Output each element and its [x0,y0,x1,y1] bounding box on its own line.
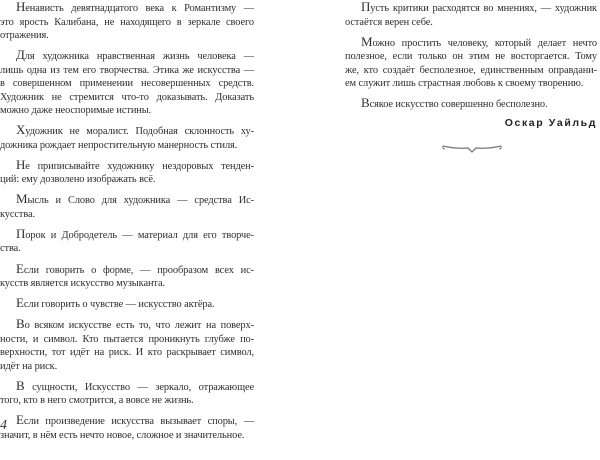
text-line: идёт на риск. [0,360,58,372]
text-line: полезное, если только он этим не восторгается. Тому [345,51,597,63]
text-line: ности, и символ. Кто пытается проникнуть глубже по- [0,333,254,345]
text-line: остаётся верен себе. [345,16,433,28]
initial-letter: Е [16,260,24,276]
left-column [0,0,254,448]
text-line: лишь одна из тем его творчества. Этика же искусства — [0,64,254,76]
text-line: ства. [0,243,21,255]
text-line: В сущности, Искусство — зеркало, отражающее [16,377,254,393]
paragraph [0,227,254,256]
paragraph [0,0,254,43]
text-line: верхности, тот идёт на риск. И кто раскрывает символ, [0,347,254,359]
initial-letter: В [16,377,25,393]
page-number: 4 [0,418,7,433]
text-line: Ненависть девятнадцатого века к Романтизму — [16,0,254,14]
initial-letter: Х [16,122,26,138]
text-line: Если говорить о форме, — прообразом всех ис- [16,260,254,276]
paragraph [0,123,254,152]
initial-letter: Н [16,0,26,14]
paragraph [0,192,254,221]
text-line: Если говорить о чувстве — искусство актёра. [16,295,215,311]
text-line: можно даже неоспоримые истины. [0,105,152,117]
flourish-divider-icon [441,143,503,155]
initial-letter: П [16,225,26,241]
text-line: Художник не моралист. Подобная склонность ху- [16,122,254,138]
text-line: Не приписывайте художнику нездоровых тенден- [16,156,254,172]
initial-letter: Н [16,156,26,172]
initial-letter: Д [16,47,25,63]
text-line: Если произведение искусства вызывает споры, — [16,412,254,428]
paragraph [0,262,254,291]
text-line: Для художника нравственная жизнь человека — [16,47,254,63]
text-line: того, кто в него смотрится, а вовсе не жизнь. [0,395,194,407]
initial-letter: П [361,0,371,14]
paragraph [345,96,597,112]
text-line: Во всяком искусстве есть то, что лежит на поверх- [16,316,254,332]
paragraph [345,0,597,29]
initial-letter: Е [16,412,24,428]
text-line: в совершенном применении несовершенных средств. [0,78,254,90]
initial-letter: М [16,191,28,207]
paragraph [0,413,254,442]
text-line: это ярость Калибана, не находящего в зеркале своего [0,16,254,28]
text-line: значит, в нём есть нечто новое, сложное и значительное. [0,429,245,441]
initial-letter: Е [16,295,24,311]
text-line: Художник не стремится что-то доказывать. Доказать [0,91,254,103]
text-line: Всякое искусство совершенно бесполезно. [361,95,548,111]
text-line: Можно простить человеку, который делает нечто [361,33,597,49]
text-line: же, кто создаёт бесполезное, единственным оправдани- [345,64,597,76]
text-line: ций: ему дозволено изображать всё. [0,174,156,186]
initial-letter: В [16,316,25,332]
right-column [345,0,597,117]
text-line: дожника рождает непростительную манерность стиля. [0,139,238,151]
text-line: Порок и Добродетель — материал для его творче- [16,225,254,241]
paragraph [0,296,254,312]
initial-letter: В [361,95,370,111]
initial-letter: М [361,33,373,49]
text-line: кусства. [0,208,36,220]
text-line: Пусть критики расходятся во мнениях, — художник [361,0,597,14]
text-line: Мысль и Слово для художника — средства Ис- [16,191,254,207]
author-signature: Оскар Уайльд [504,117,597,129]
paragraph [0,48,254,118]
paragraph [0,317,254,373]
paragraph [0,379,254,408]
paragraph [345,35,597,91]
paragraph [0,158,254,187]
text-line: отражения. [0,30,49,41]
text-line: ем служит лишь страстная любовь к своему творению. [345,78,584,90]
text-line: кусств является искусство музыканта. [0,278,166,290]
